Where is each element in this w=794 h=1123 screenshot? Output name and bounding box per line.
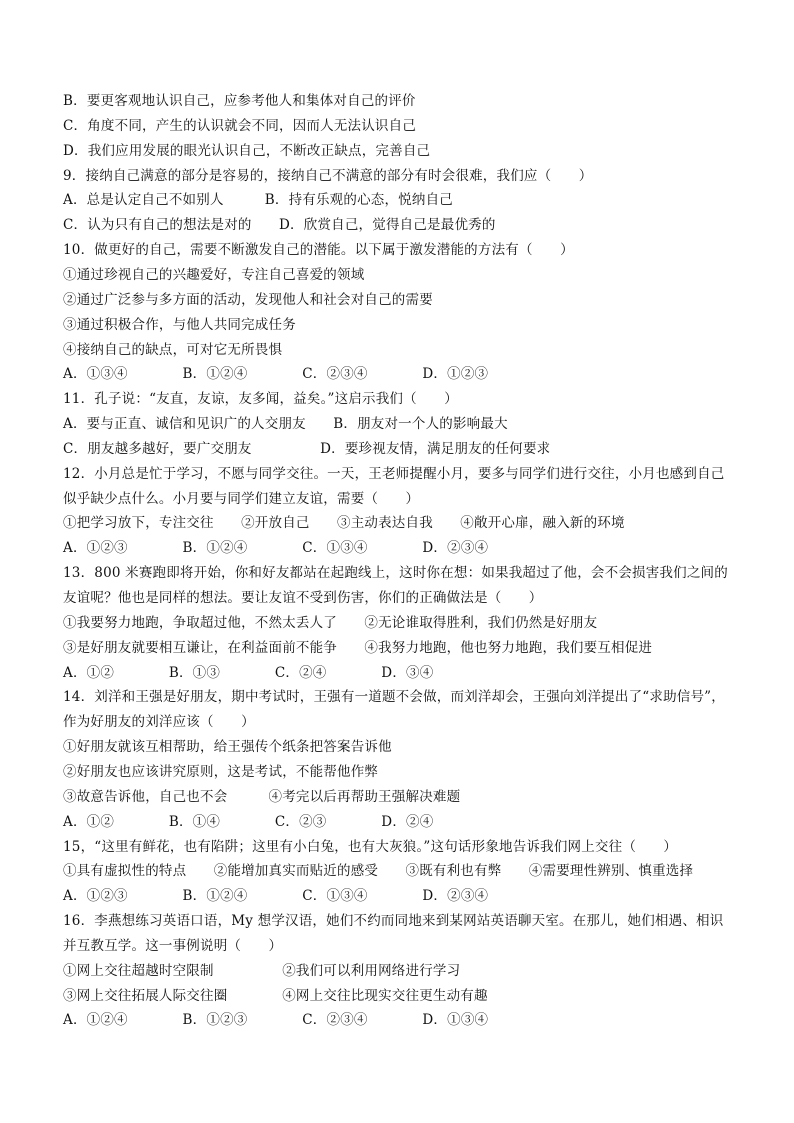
text-line: 并互教互学。这一事例说明（ ） xyxy=(63,937,283,954)
text-line: ③是好朋友就要相互谦让，在利益面前不能争 ④我努力地跑，他也努力地跑，我们要互相促进 xyxy=(63,639,653,656)
text-line: A．要与正直、诚信和见识广的人交朋友 B．朋友对一个人的影响最大 xyxy=(63,416,508,433)
text-line: 13．800 米赛跑即将开始，你和好友都站在起跑线上，这时你在想：如果我超过了他，会不会损害我们之间的 xyxy=(63,565,728,582)
text-line: A．①②③ B．①②④ C．①③④ D．②③④ xyxy=(63,888,489,905)
text-line: A．①② B．①③ C．②④ D．③④ xyxy=(63,664,434,681)
text-line: 10．做更好的自己，需要不断激发自己的潜能。以下属于激发潜能的方法有（ ） xyxy=(63,242,574,259)
text-line: ②通过广泛参与多方面的活动，发现他人和社会对自己的需要 xyxy=(63,291,433,308)
text-line: ①具有虚拟性的特点 ②能增加真实而贴近的感受 ③既有利也有弊 ④需要理性辨别、慎重选择 xyxy=(63,863,694,880)
text-line: 11．孔子说：“友直，友谅，友多闻，益矣。”这启示我们（ ） xyxy=(63,391,458,408)
text-line: 友谊呢？他也是同样的想法。要让友谊不受到伤害，你们的正确做法是（ ） xyxy=(63,590,543,606)
text-line: ①把学习放下，专注交往 ②开放自己 ③主动表达自我 ④敞开心扉，融入新的环境 xyxy=(63,515,625,532)
text-line: 作为好朋友的刘洋应该（ ） xyxy=(63,714,255,731)
text-line: ①通过珍视自己的兴趣爱好，专注自己喜爱的领域 xyxy=(63,266,365,283)
text-line: 15，“这里有鲜花，也有陷阱；这里有小白兔，也有大灰狼。”这句话形象地告诉我们网上交往（ ） xyxy=(63,838,678,855)
text-line: 16．李燕想练习英语口语，My 想学汉语，她们不约而同地来到某网站英语聊天室。在那儿，她们相遇、相识 xyxy=(63,913,724,930)
text-line: ④接纳自己的缺点，可对它无所畏惧 xyxy=(63,341,283,358)
text-line: A．总是认定自己不如别人 B．持有乐观的心态，悦纳自己 xyxy=(63,192,453,209)
text-line: A．①② B．①④ C．②③ D．②④ xyxy=(63,813,434,830)
text-line: ①好朋友就该互相帮助，给王强传个纸条把答案告诉他 xyxy=(63,739,392,756)
text-line: A．①②③ B．①②④ C．①③④ D．②③④ xyxy=(63,540,489,557)
text-line: ③故意告诉他，自己也不会 ④考完以后再帮助王强解决难题 xyxy=(63,788,461,805)
text-line: ①我要努力地跑，争取超过他，不然太丢人了 ②无论谁取得胜利，我们仍然是好朋友 xyxy=(63,614,598,631)
text-line: ①网上交往超越时空限制 ②我们可以利用网络进行学习 xyxy=(63,962,461,979)
text-line: C．角度不同，产生的认识就会不同，因而人无法认识自己 xyxy=(63,117,417,134)
text-line: C．认为只有自己的想法是对的 D．欣赏自己，觉得自己是最优秀的 xyxy=(63,217,496,234)
text-line: 似乎缺少点什么。小月要与同学们建立友谊，需要（ ） xyxy=(63,490,420,507)
text-line: 9．接纳自己满意的部分是容易的，接纳自己不满意的部分有时会很难，我们应（ ） xyxy=(63,167,593,184)
text-line: ③网上交往拓展人际交往圈 ④网上交往比现实交往更生动有趣 xyxy=(63,987,488,1004)
text-line: A．①③④ B．①②④ C．②③④ D．①②③ xyxy=(63,366,489,383)
text-line: A．①②④ B．①②③ C．②③④ D．①③④ xyxy=(63,1012,489,1029)
text-line: 12．小月总是忙于学习，不愿与同学交往。一天，王老师提醒小月，要多与同学们进行交往，小月也感到自己 xyxy=(63,465,725,482)
text-line: D．我们应用发展的眼光认识自己，不断改正缺点，完善自己 xyxy=(63,142,431,159)
text-line: 14．刘洋和王强是好朋友，期中考试时，王强有一道题不会做，而刘洋却会，王强向刘洋提出了“求助信号”， xyxy=(63,689,725,706)
text-line: ②好朋友也应该讲究原则，这是考试，不能帮他作弊 xyxy=(63,763,379,780)
text-line: B．要更客观地认识自己，应参考他人和集体对自己的评价 xyxy=(63,93,416,109)
text-line: ③通过积极合作，与他人共同完成任务 xyxy=(63,316,296,333)
text-line: C．朋友越多越好，要广交朋友 D．要珍视友情，满足朋友的任何要求 xyxy=(63,440,551,457)
